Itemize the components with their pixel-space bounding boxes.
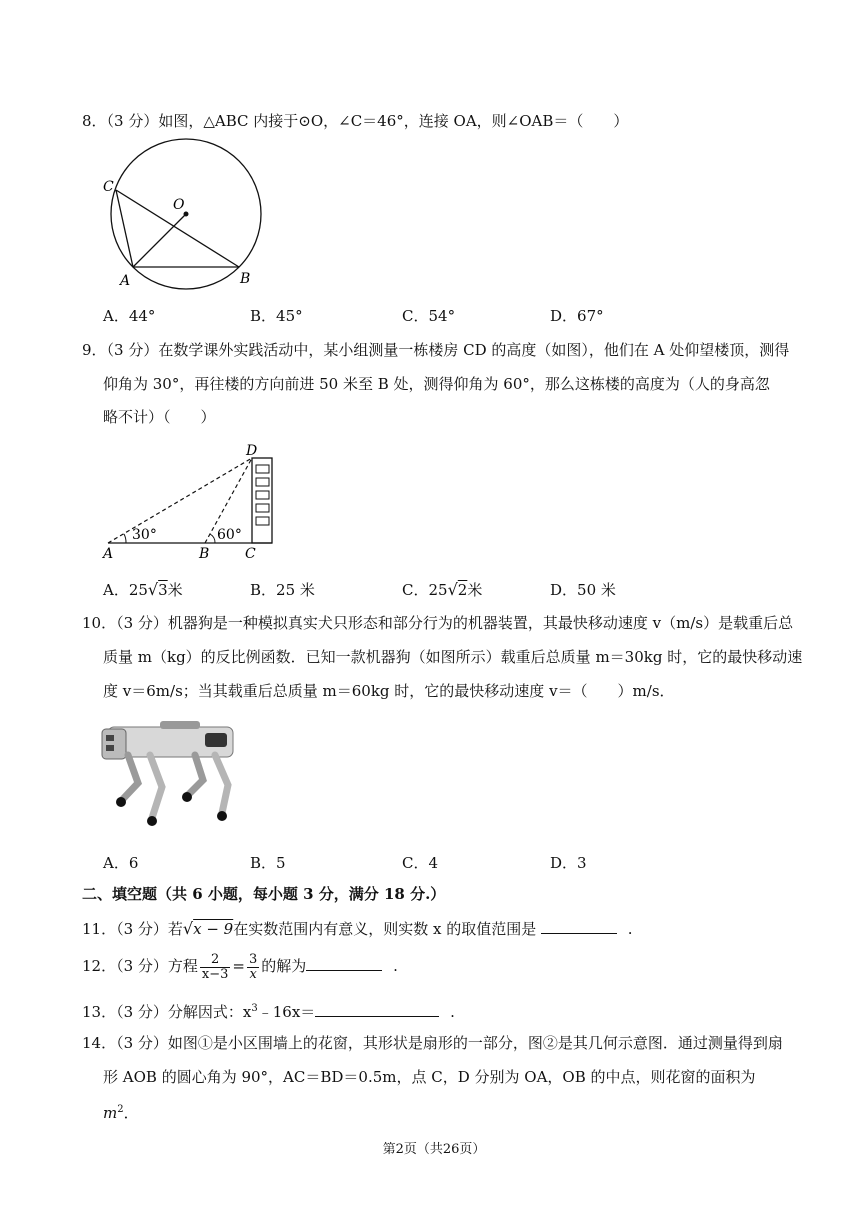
label-C: C <box>245 546 256 562</box>
q9-line2: 仰角为 30°，再往楼的方向前进 50 米至 B 处，测得仰角为 60°，那么这栋楼的高度为（人的身高忽 <box>103 375 770 393</box>
q12: 12．（3 分）方程 $\frac{2}{x-3}$ = $\frac{3}{x}$ 的解为 . <box>82 951 398 982</box>
label-A: A <box>120 273 131 289</box>
q14-line2: 形 AOB 的圆心角为 90°，AC＝BD＝0.5m，点 C，D 分别为 OA，OB 的中点，则花窗的面积为 <box>103 1068 756 1086</box>
q9-option-d: D．50 米 <box>550 581 616 599</box>
angle-30-label: 30° <box>132 527 157 543</box>
q8-option-b: B．45° <box>250 307 303 325</box>
q10-option-a: A．6 <box>103 854 139 872</box>
label-A: A <box>103 546 114 562</box>
angle-60-label: 60° <box>217 527 242 543</box>
q10-option-c: C．4 <box>402 854 439 872</box>
q9-option-b: B．25 米 <box>250 581 315 599</box>
q9-option-a: A．25√3米 <box>103 580 183 599</box>
q11-answer-blank[interactable] <box>541 919 617 934</box>
label-C: C <box>103 179 114 195</box>
q10-line3: 度 v＝6m/s；当其载重后总质量 m＝60kg 时，它的最快移动速度 v＝（ ）m/s． <box>103 682 675 700</box>
q8-option-a: A．44° <box>103 307 156 325</box>
q14-line3: $m^2$． <box>103 1104 139 1122</box>
section-2-heading: 二、填空题（共 6 小题，每小题 3 分，满分 18 分.） <box>82 885 446 903</box>
q13: 13．（3 分）分解因式：$x^3﹣16x=$ . <box>82 1003 455 1021</box>
label-D: D <box>246 443 258 459</box>
q9-option-c: C．25√2米 <box>402 580 483 599</box>
q11: 11．（3 分）若√x − 9在实数范围内有意义，则实数 x 的取值范围是 . <box>82 919 633 938</box>
label-B: B <box>240 271 251 287</box>
q12-answer-blank[interactable] <box>306 956 382 971</box>
q8-circle-figure <box>100 136 270 291</box>
q13-answer-blank[interactable] <box>315 1002 439 1017</box>
label-B: B <box>199 546 210 562</box>
robot-dog-image <box>100 715 245 835</box>
q8-option-c: C．54° <box>402 307 456 325</box>
label-O: O <box>173 197 185 213</box>
q10-line2: 质量 m（kg）的反比例函数．已知一款机器狗（如图所示）载重后总质量 m＝30kg 时，它的最快移动速 <box>103 648 803 666</box>
q14-line1: 14．（3 分）如图①是小区围墙上的花窗，其形状是扇形的一部分，图②是其几何示意图．通过测量得到扇 <box>82 1034 783 1052</box>
q10-option-d: D．3 <box>550 854 587 872</box>
q8-option-d: D．67° <box>550 307 604 325</box>
q9-line1: 9．（3 分）在数学课外实践活动中，某小组测量一栋楼房 CD 的高度（如图），他们在 A 处仰望楼顶，测得 <box>82 341 790 359</box>
q8-stem: 8．（3 分）如图，△ABC 内接于⊙O，∠C＝46°，连接 OA，则∠OAB＝（ ） <box>82 112 629 130</box>
q9-building-figure <box>100 440 290 565</box>
page-footer: 第2页（共26页） <box>382 1142 486 1157</box>
q9-line3: 略不计）（ ） <box>103 408 216 426</box>
q10-line1: 10．（3 分）机器狗是一种模拟真实犬只形态和部分行为的机器装置，其最快移动速度 v（m/s）是载重后总 <box>82 614 794 632</box>
q10-option-b: B．5 <box>250 854 286 872</box>
